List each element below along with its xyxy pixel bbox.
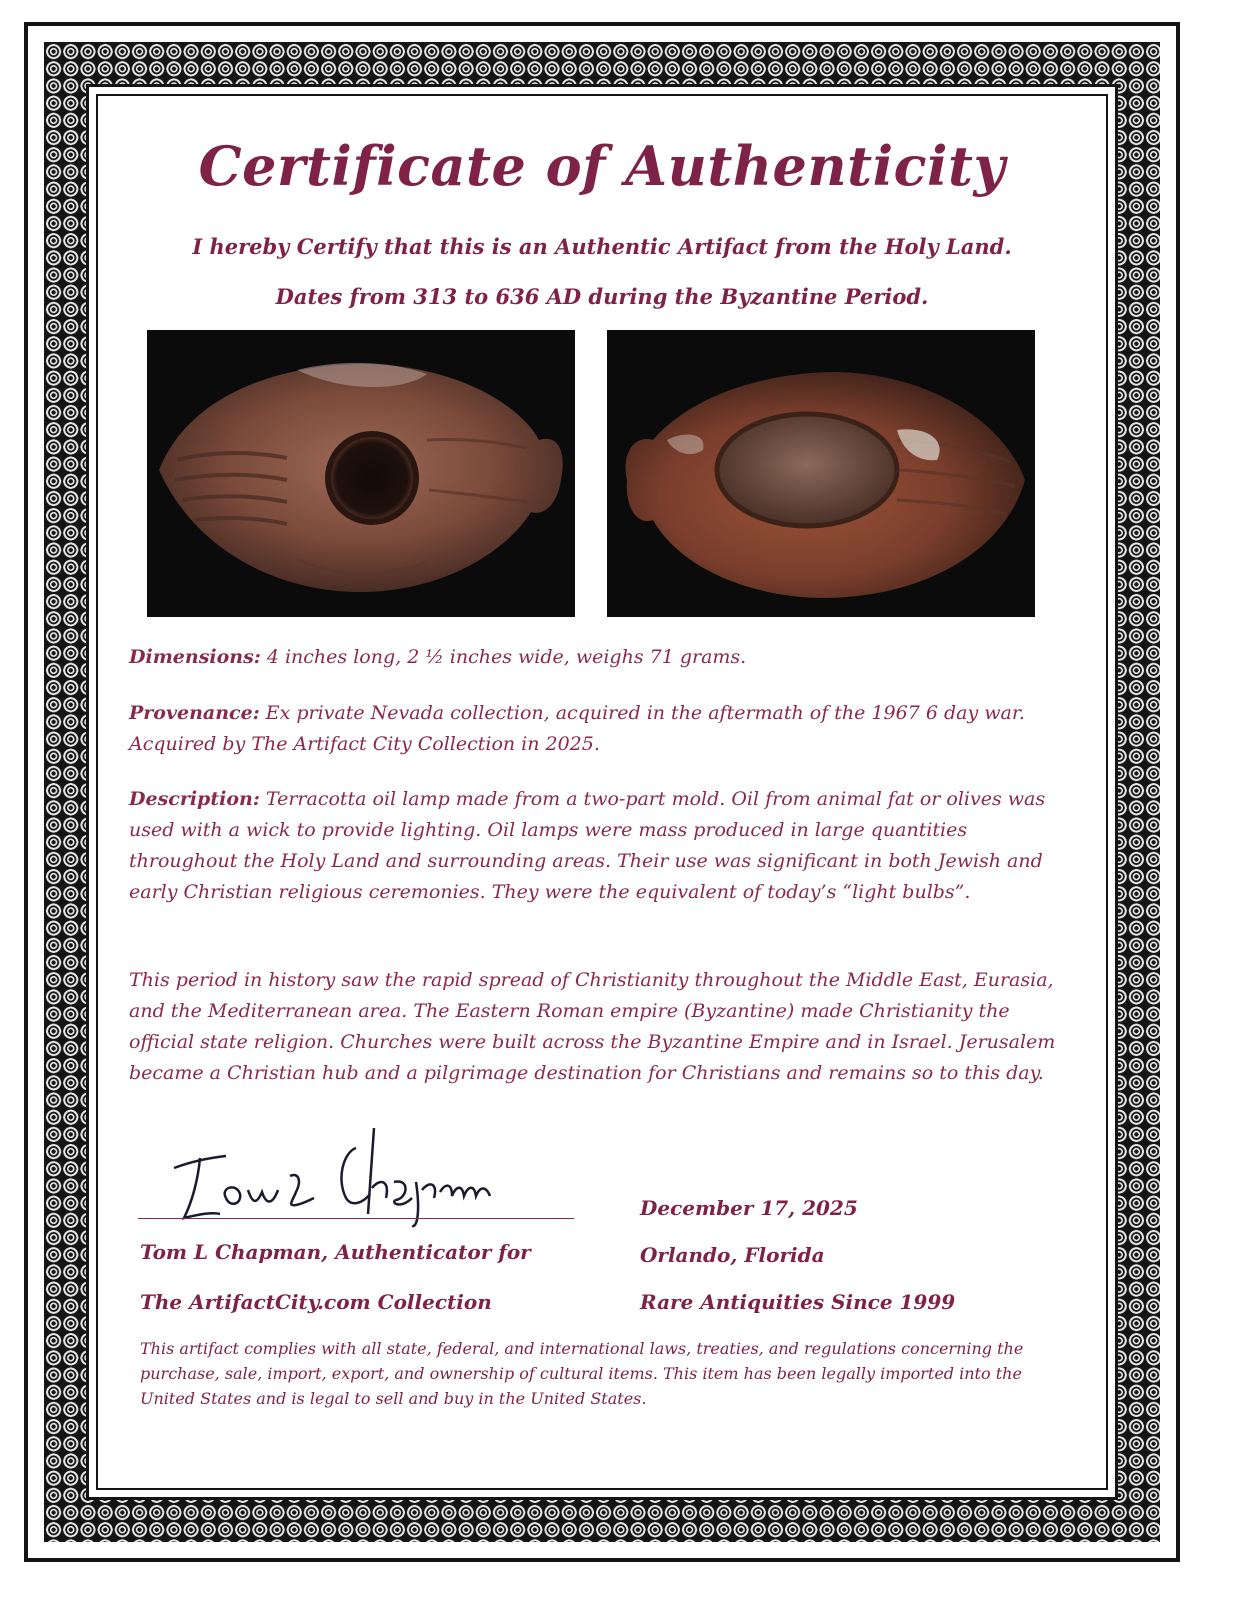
- description-text: Terracotta oil lamp made from a two-part mold. Oil from animal fat or olives was used with a wick to provide lighting. Oil lamps were mass produced in large quantities throughout the Holy Land and surrounding areas. Their use was significant in both Jewish and early Christian religious ceremonies. They were the equivalent of today’s “light bulbs”.: [129, 788, 1046, 903]
- description-paragraph: [129, 784, 1069, 908]
- provenance-paragraph: [129, 698, 1069, 760]
- certificate-title: Certificate of Authenticity: [198, 134, 1006, 198]
- certificate-date: December 17, 2025: [640, 1196, 858, 1220]
- authenticator-name: Tom L Chapman, Authenticator for: [140, 1240, 531, 1264]
- legal-compliance-notice: This artifact complies with all state, federal, and international laws, treaties, and regulations concerning the purchase, sale, import, export, and ownership of cultural items. This item has been legally imported into the United States and is legal to sell and buy in the United States.: [140, 1339, 1024, 1408]
- signature-line: [138, 1218, 574, 1219]
- dating-statement: Dates from 313 to 636 AD during the Byzantine Period.: [275, 284, 929, 309]
- certificate-content: [100, 98, 1104, 1486]
- oil-lamp-bottom-photo: [607, 330, 1035, 617]
- handwritten-signature-icon: [160, 1118, 520, 1228]
- certify-statement: I hereby Certify that this is an Authentic Artifact from the Holy Land.: [192, 234, 1012, 259]
- oil-lamp-bottom-image: [607, 330, 1035, 617]
- oil-lamp-top-photo: [147, 330, 575, 617]
- dimensions-label: Dimensions:: [129, 646, 261, 668]
- dimensions-text: 4 inches long, 2 ½ inches wide, weighs 71 grams.: [260, 646, 747, 668]
- history-paragraph: This period in history saw the rapid spread of Christianity throughout the Middle East, Eurasia, and the Mediterranean area. The Eastern Roman empire (Byzantine) made Christianity the official state religion. Churches were built across the Byzantine Empire and in Israel. Jerusalem became a Christian hub and a pilgrimage destination for Christians and remains so to this day.: [129, 969, 1056, 1084]
- certificate-location: Orlando, Florida: [640, 1243, 825, 1267]
- oil-lamp-top-image: [147, 330, 575, 617]
- provenance-label: Provenance:: [129, 702, 260, 724]
- collection-name: The ArtifactCity.com Collection: [140, 1290, 492, 1314]
- company-tagline: Rare Antiquities Since 1999: [640, 1290, 956, 1314]
- description-label: Description:: [129, 788, 260, 810]
- provenance-text: Ex private Nevada collection, acquired in the aftermath of the 1967 6 day war. Acquired by The Artifact City Collection in 2025.: [129, 702, 1025, 755]
- dimensions-paragraph: [129, 642, 1069, 673]
